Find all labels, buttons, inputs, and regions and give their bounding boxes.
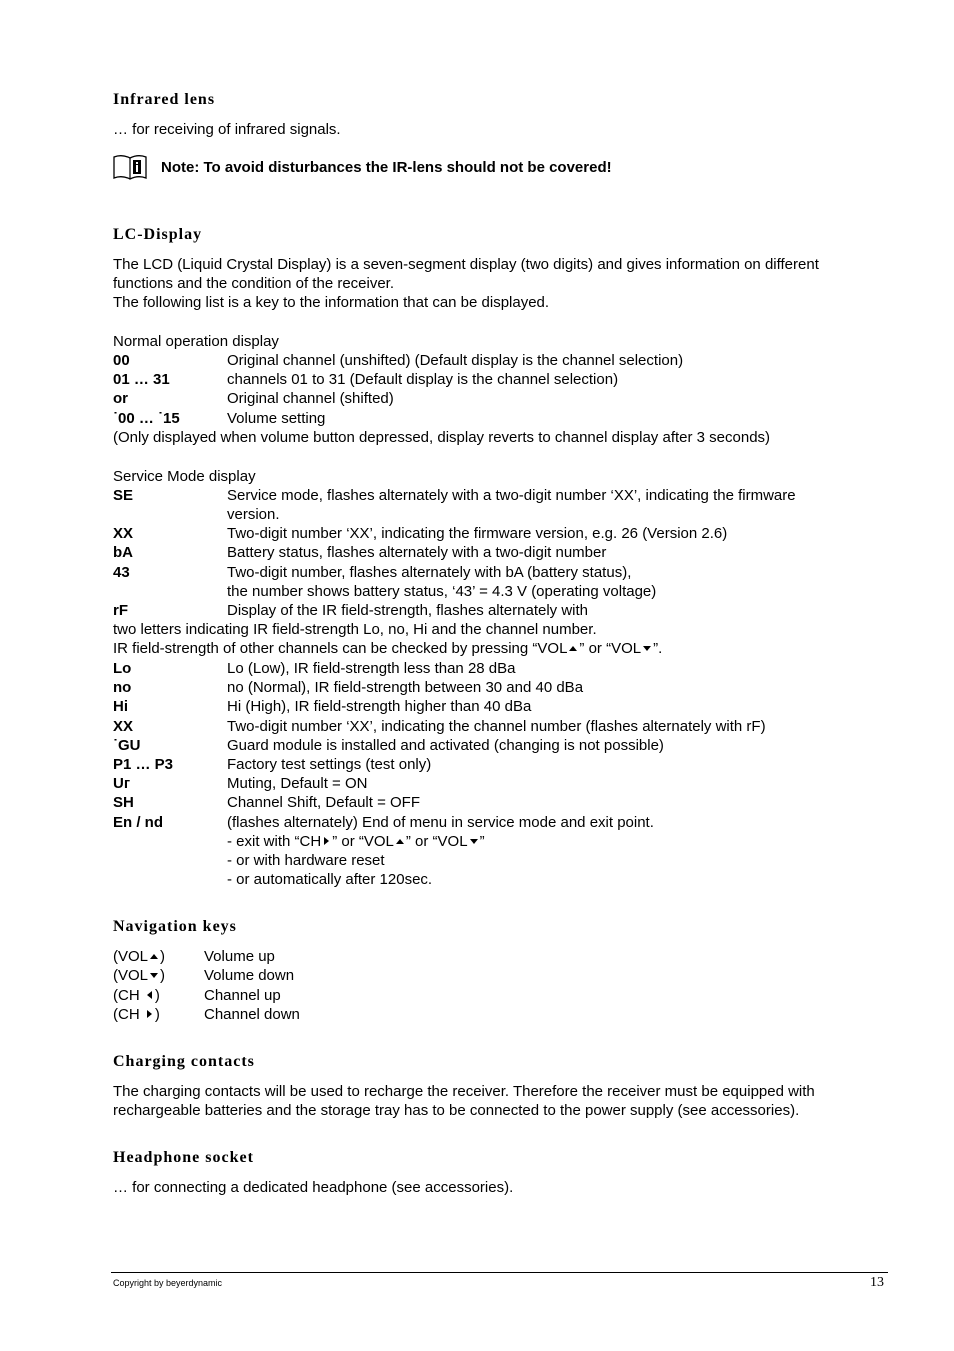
text-part: - exit with “CH	[227, 833, 322, 850]
footer-divider	[111, 1272, 888, 1273]
text-part: )	[160, 948, 166, 965]
normal-display-title: Normal operation display	[113, 333, 279, 350]
text-part: )	[154, 1006, 160, 1023]
text-part: ” or “VOL	[405, 833, 468, 850]
left-arrow-icon	[147, 991, 152, 999]
page-number: 13	[870, 1275, 884, 1290]
key-label	[113, 947, 165, 966]
display-code: Uᴦ	[113, 775, 131, 792]
display-code: bA	[113, 544, 133, 561]
key-description: Channel up	[204, 987, 281, 1004]
footer-copyright: Copyright by beyerdynamic	[113, 1278, 223, 1288]
display-code: 43	[113, 564, 130, 581]
display-code: or	[113, 390, 128, 407]
text-part: ” or “VOL	[332, 833, 394, 850]
text-part: (VOL	[113, 948, 149, 965]
infrared-text: … for receiving of infrared signals.	[113, 121, 341, 138]
key-label	[113, 966, 165, 985]
display-code: SE	[113, 487, 134, 504]
normal-display-note: (Only displayed when volume button depressed, display reverts to channel display after 3 seconds)	[113, 429, 771, 446]
display-description: Lo (Low), IR field-strength less than 28 dBa	[227, 660, 516, 677]
key-description: Channel down	[204, 1006, 300, 1023]
lcd-intro-line2: functions and the condition of the receiver.	[113, 275, 395, 292]
key-description: Volume down	[204, 967, 295, 984]
display-code: ˙GU	[113, 737, 141, 754]
ch-right-arrow-icon	[324, 837, 329, 845]
heading-infrared-lens: Infrared lens	[113, 91, 216, 108]
display-code: SH	[113, 794, 134, 811]
ir-lens-note: Note: To avoid disturbances the IR-lens should not be covered!	[161, 159, 612, 176]
display-description: Volume setting	[227, 410, 326, 427]
display-description: Hi (High), IR field-strength higher than 40 dBa	[227, 698, 532, 715]
display-description: no (Normal), IR field-strength between 30 and 40 dBa	[227, 679, 584, 696]
headphone-text: … for connecting a dedicated headphone (see accessories).	[113, 1179, 514, 1196]
lcd-intro-line3: The following list is a key to the information that can be displayed.	[113, 294, 550, 311]
display-code: 00	[113, 352, 130, 369]
charging-text-line1: The charging contacts will be used to recharge the receiver. Therefore the receiver must be equipped with	[113, 1083, 815, 1100]
display-code: no	[113, 679, 132, 696]
text-part: (CH	[113, 1006, 140, 1023]
heading-navigation-keys: Navigation keys	[113, 918, 237, 935]
key-label	[113, 1005, 160, 1024]
exit-text: - or with hardware reset	[227, 852, 385, 869]
display-description: version.	[227, 506, 280, 523]
heading-charging-contacts: Charging contacts	[113, 1053, 255, 1070]
up-arrow-icon	[150, 954, 158, 959]
heading-headphone-socket: Headphone socket	[113, 1149, 254, 1166]
vol-down-arrow-icon	[643, 646, 651, 651]
down-arrow-icon	[150, 973, 158, 978]
display-description: channels 01 to 31 (Default display is the channel selection)	[227, 371, 619, 388]
text-part: )	[160, 967, 166, 984]
display-description: Display of the IR field-strength, flashes alternately with	[227, 602, 589, 619]
charging-text-line2: rechargeable batteries and the storage tray has to be connected to the power supply (see accessories).	[113, 1102, 800, 1119]
display-code: Lo	[113, 660, 132, 677]
display-description: Two-digit number ‘XX’, indicating the firmware version, e.g. 26 (Version 2.6)	[227, 525, 728, 542]
display-description: Original channel (unshifted) (Default display is the channel selection)	[227, 352, 684, 369]
display-description: Channel Shift, Default = OFF	[227, 794, 421, 811]
exit-text	[227, 832, 485, 851]
display-description: Original channel (shifted)	[227, 390, 394, 407]
display-description: Service mode, flashes alternately with a two-digit number ‘XX’, indicating the firmware	[227, 487, 796, 504]
display-code: P1 … P3	[113, 756, 174, 773]
display-description: (flashes alternately) End of menu in service mode and exit point.	[227, 814, 654, 831]
book-info-icon	[113, 154, 147, 180]
right-arrow-icon	[147, 1010, 152, 1018]
display-code: XX	[113, 718, 134, 735]
text-part: ” or “VOL	[579, 640, 642, 657]
field-strength-line: two letters indicating IR field-strength Lo, no, Hi and the channel number.	[113, 621, 597, 638]
text-part: IR field-strength of other channels can be checked by pressing “VOL	[113, 640, 568, 657]
vol-down-arrow-icon	[470, 839, 478, 844]
display-code: En / nd	[113, 814, 163, 831]
key-label	[113, 986, 160, 1005]
text-part: (VOL	[113, 967, 149, 984]
display-description: Muting, Default = ON	[227, 775, 368, 792]
display-description: the number shows battery status, ‘43’ = 4.3 V (operating voltage)	[227, 583, 657, 600]
display-description: Factory test settings (test only)	[227, 756, 432, 773]
heading-lc-display: LC-Display	[113, 226, 203, 243]
field-strength-check-line	[113, 639, 662, 658]
service-display-title: Service Mode display	[113, 468, 256, 485]
vol-up-arrow-icon	[569, 646, 577, 651]
display-code: rF	[113, 602, 128, 619]
display-description: Two-digit number, flashes alternately with bA (battery status),	[227, 564, 632, 581]
display-description: Two-digit number ‘XX’, indicating the channel number (flashes alternately with rF)	[227, 718, 766, 735]
display-code: ˙00 … ˙15	[113, 410, 180, 427]
display-code: Hi	[113, 698, 128, 715]
display-code: XX	[113, 525, 134, 542]
exit-text: - or automatically after 120sec.	[227, 871, 433, 888]
display-description: Battery status, flashes alternately with a two-digit number	[227, 544, 607, 561]
key-description: Volume up	[204, 948, 275, 965]
lcd-intro-line1: The LCD (Liquid Crystal Display) is a seven-segment display (two digits) and gives information on different	[113, 256, 819, 273]
text-part: (CH	[113, 987, 140, 1004]
vol-up-arrow-icon	[396, 839, 404, 844]
text-part: ”.	[653, 640, 663, 657]
display-code: 01 … 31	[113, 371, 170, 388]
text-part: ”	[479, 833, 485, 850]
display-description: Guard module is installed and activated (changing is not possible)	[227, 737, 664, 754]
text-part: )	[154, 987, 160, 1004]
